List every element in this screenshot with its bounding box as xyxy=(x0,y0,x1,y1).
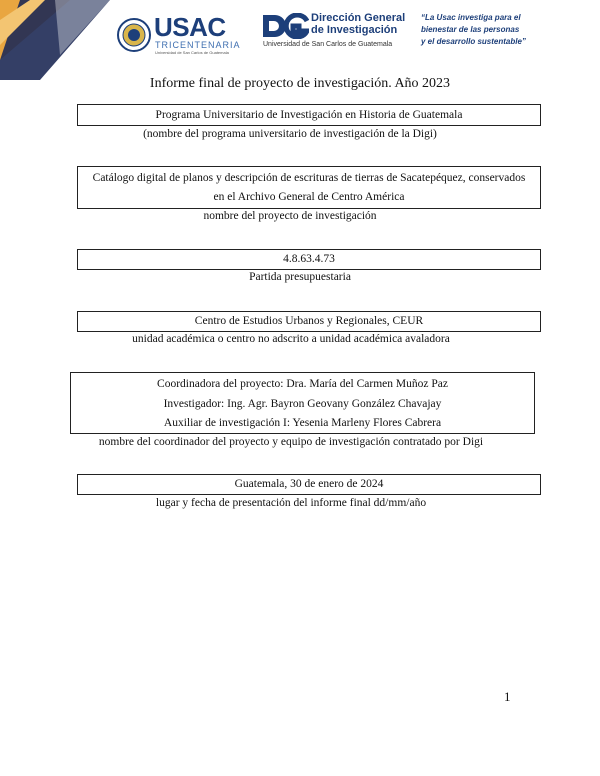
team-box xyxy=(70,372,535,434)
date-caption: lugar y fecha de presentación del informe final dd/mm/año xyxy=(155,497,427,509)
report-title: Informe final de proyecto de investigación. Año 2023 xyxy=(149,76,451,91)
corner-decoration xyxy=(0,0,110,80)
usac-tagline: TRICENTENARIA xyxy=(155,40,241,50)
date-box xyxy=(77,474,541,495)
digi-logo-icon xyxy=(263,13,309,39)
project-name-line2: en el Archivo General de Centro América xyxy=(213,191,405,203)
unit-caption: unidad académica o centro no adscrito a unidad académica avaladora xyxy=(132,333,450,345)
team-researcher: Investigador: Ing. Agr. Bayron Geovany González Chavajay xyxy=(163,397,442,410)
program-name: Programa Universitario de Investigación en Historia de Guatemala xyxy=(155,109,463,121)
slogan-line1: “La Usac investiga para el xyxy=(421,13,521,22)
project-name-line1: Catálogo digital de planos y descripción de escrituras de tierras de Sacatepéquez, conservados xyxy=(92,172,526,184)
budget-caption: Partida presupuestaria xyxy=(249,271,351,283)
team-coordinator: Coordinadora del proyecto: Dra. María del Carmen Muñoz Paz xyxy=(157,378,448,390)
digi-university-name: Universidad de San Carlos de Guatemala xyxy=(263,41,393,48)
slogan-line2: bienestar de las personas xyxy=(421,25,520,34)
program-caption: (nombre del programa universitario de investigación de la Digi) xyxy=(143,128,437,140)
budget-box xyxy=(77,249,541,270)
program-box xyxy=(77,104,541,126)
slogan-line3: y el desarrollo sustentable” xyxy=(421,37,526,46)
budget-code: 4.8.63.4.73 xyxy=(283,253,335,265)
project-caption: nombre del proyecto de investigación xyxy=(203,210,377,222)
unit-box xyxy=(77,311,541,332)
team-caption: nombre del coordinador del proyecto y equipo de investigación contratado por Digi xyxy=(98,436,484,448)
digi-title xyxy=(311,12,405,36)
usac-university-name: Universidad de San Carlos de Guatemala xyxy=(155,50,229,55)
digi-title-line1: Dirección General xyxy=(311,12,406,24)
usac-logo-text: USAC xyxy=(154,12,226,42)
team-assistant: Auxiliar de investigación I: Yesenia Marleny Flores Cabrera xyxy=(163,417,442,429)
academic-unit: Centro de Estudios Urbanos y Regionales, CEUR xyxy=(194,315,424,327)
place-date: Guatemala, 30 de enero de 2024 xyxy=(234,478,384,490)
slogan xyxy=(421,12,591,48)
page-number: 1 xyxy=(504,689,511,704)
digi-title-line2: de Investigación xyxy=(311,24,398,36)
project-box xyxy=(77,166,541,209)
usac-seal-icon xyxy=(117,18,151,52)
